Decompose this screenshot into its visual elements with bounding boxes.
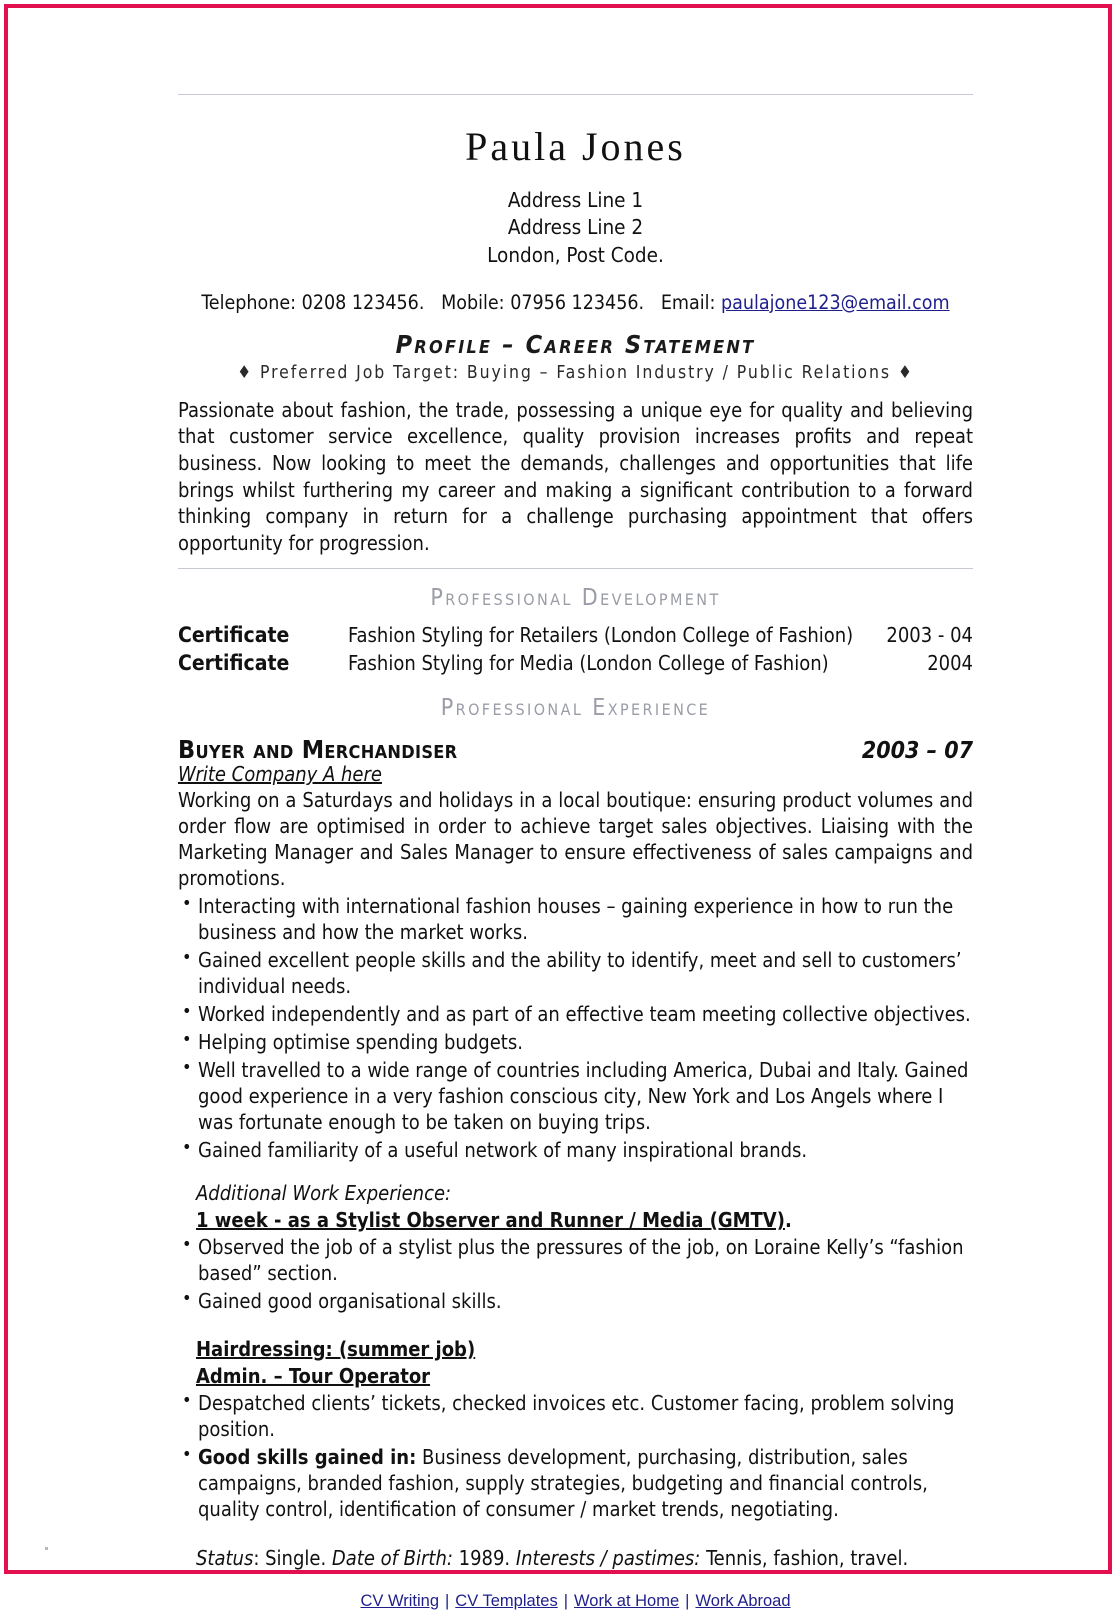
certificate-year: 2004 — [927, 651, 973, 676]
email-link[interactable]: paulajone123@email.com — [720, 290, 950, 314]
list-item: • Gained good organisational skills. — [178, 1288, 973, 1314]
list-item: • Interacting with international fashion houses – gaining experience in how to run the business and how the market works. — [178, 893, 973, 945]
hairdressing-heading: Hairdressing: (summer job) — [196, 1337, 476, 1362]
footer-separator: | — [445, 1592, 450, 1611]
mobile-label: Mobile: — [441, 290, 505, 314]
additional-experience-role-suffix: . — [784, 1208, 792, 1233]
list-item: • Gained excellent people skills and the ability to identify, meet and sell to customers’ individual needs. — [178, 947, 973, 999]
footer-separator: | — [563, 1592, 569, 1611]
list-item: • Well travelled to a wide range of countries including America, Dubai and Italy. Gained good experience in a very fashion conscious city, New York and Los Angels where I was fortunate enough to be taken on buying trips. — [178, 1057, 973, 1135]
contact-line — [178, 291, 973, 314]
interests-value: Tennis, fashion, travel. — [700, 1546, 909, 1571]
dob-label: Date of Birth: — [331, 1546, 453, 1571]
list-item: • Helping optimise spending budgets. — [178, 1029, 973, 1055]
list-item: • Observed the job of a stylist plus the pressures of the job, on Loraine Kelly’s “fashion based” section. — [178, 1234, 973, 1286]
good-skills-label: Good skills gained in: — [198, 1445, 417, 1470]
certificate-description: Fashion Styling for Media (London College of Fashion) — [348, 651, 829, 676]
hairdressing-bullet-list — [178, 1390, 973, 1522]
scan-artifact-dot — [45, 1547, 48, 1550]
table-row — [178, 649, 973, 677]
additional-experience-heading: Additional Work Experience: — [196, 1181, 452, 1206]
admin-tour-operator-heading: Admin. – Tour Operator — [196, 1364, 431, 1389]
additional-experience-role — [178, 1208, 973, 1232]
career-statement-paragraph: Passionate about fashion, the trade, possessing a unique eye for quality and believing that customer service excellence, quality provision increases profits and repeat business. Now looking to meet the demands, challenges and opportunities that life brings whilst furthering my career and making a significant contribution to a forward thinking company in return for a challenge purchasing appointment that offers opportunity for progression. — [178, 397, 973, 555]
job-description: Working on a Saturdays and holidays in a local boutique: ensuring product volumes and order flow are optimised in order to achieve target sales objectives. Liaising with the Marketing Manager and Sales Manager to ensure effectiveness of sales campaigns and promotions. — [178, 788, 973, 891]
certificate-label: Certificate — [178, 651, 290, 676]
link-cv-writing[interactable]: CV Writing — [360, 1592, 439, 1611]
mobile-value: 07956 123456. — [510, 290, 645, 314]
footer-separator: | — [685, 1592, 690, 1611]
telephone-label: Telephone: — [201, 290, 297, 314]
status-line — [178, 1546, 973, 1570]
telephone-value: 0208 123456. — [301, 290, 425, 314]
address-block — [178, 187, 973, 269]
address-line-2: Address Line 2 — [507, 215, 644, 240]
list-item: • Despatched clients’ tickets, checked invoices etc. Customer facing, problem solving position. — [178, 1390, 973, 1442]
email-label: Email: — [660, 290, 716, 314]
professional-development-title: Professional Development — [430, 585, 721, 612]
additional-experience-role-text: 1 week - as a Stylist Observer and Runner / Media (GMTV) — [196, 1208, 785, 1233]
address-line-1: Address Line 1 — [507, 188, 644, 212]
profile-divider-rule — [178, 568, 973, 569]
table-row — [178, 621, 973, 649]
link-work-abroad[interactable]: Work Abroad — [695, 1592, 791, 1611]
preferred-job-target: ♦ Preferred Job Target: Buying – Fashion Industry / Public Relations ♦ — [237, 362, 914, 383]
resume-document — [178, 94, 973, 1611]
additional-bullet-list — [178, 1234, 973, 1314]
job-dates: 2003 – 07 — [861, 738, 973, 765]
link-cv-templates[interactable]: CV Templates — [455, 1592, 558, 1611]
status-label: Status — [196, 1546, 254, 1571]
dob-value: 1989. — [452, 1546, 516, 1571]
certificate-description: Fashion Styling for Retailers (London College of Fashion) — [348, 623, 854, 648]
certificate-year: 2003 - 04 — [886, 623, 973, 648]
job-title: Buyer and Merchandiser — [178, 735, 458, 765]
job-header — [178, 735, 973, 764]
good-skills-text: Business development, purchasing, distribution, sales campaigns, branded fashion, supply strategies, budgeting and financial controls, quality control, identification of consumer / market trends, negotiating. — [198, 1445, 928, 1522]
certificate-label: Certificate — [178, 623, 290, 648]
page-border-frame — [4, 4, 1112, 1611]
list-item: • Worked independently and as part of an effective team meeting collective objectives. — [178, 1001, 973, 1027]
list-item: • Gained familiarity of a useful network of many inspirational brands. — [178, 1137, 973, 1163]
top-divider-rule — [178, 94, 973, 95]
profile-section-title: Profile – Career Statement — [395, 329, 756, 359]
job-bullet-list — [178, 893, 973, 1163]
status-value: : Single. — [253, 1546, 332, 1571]
job-company: Write Company A here — [178, 762, 382, 787]
list-item — [178, 1444, 973, 1522]
interests-label: Interests / pastimes: — [515, 1546, 701, 1571]
link-work-at-home[interactable]: Work at Home — [574, 1592, 680, 1611]
page-title: Paula Jones — [465, 124, 686, 169]
professional-development-table — [178, 621, 973, 677]
address-line-3: London, Post Code. — [487, 242, 664, 267]
footer-links — [178, 1592, 973, 1611]
professional-experience-title: Professional Experience — [440, 695, 711, 722]
